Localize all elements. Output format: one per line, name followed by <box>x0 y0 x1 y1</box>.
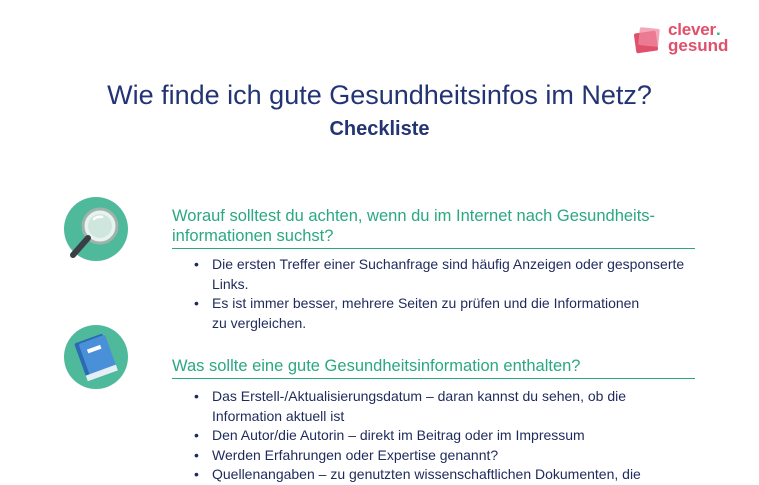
clevergesund-logo[interactable] <box>632 22 742 58</box>
list-item <box>190 294 695 333</box>
book-icon <box>64 325 128 389</box>
list-item-text: • Den Autor/die Autorin – direkt im Beitrag oder im Impressum <box>212 427 585 443</box>
list-item-text: Links. <box>212 275 249 292</box>
logo-text-dot: . <box>715 20 721 39</box>
bullet-list-content <box>190 387 695 485</box>
section-heading-line: Worauf solltest du achten, wenn du im Internet nach Gesundheits- <box>172 207 656 225</box>
list-item-text: Information aktuell ist <box>212 407 345 424</box>
section-heading-line: informationen suchst? <box>172 227 334 245</box>
list-item-text: • Es ist immer besser, mehrere Seiten zu prüfen und die Informationen <box>212 295 640 311</box>
page-subtitle: Checkliste <box>329 118 430 140</box>
list-item <box>190 446 695 466</box>
section-heading-line: Was sollte eine gute Gesundheitsinformation enthalten? <box>172 357 581 375</box>
section-heading-search <box>172 206 695 249</box>
list-item-text: • Die ersten Treffer einer Suchanfrage sind häufig Anzeigen oder gesponserte <box>212 256 685 272</box>
bullet-list-search <box>190 255 695 333</box>
list-item-text: zu vergleichen. <box>212 314 307 331</box>
list-item-text: • Quellenangaben – zu genutzten wissenschaftlichen Dokumenten, die <box>212 466 641 482</box>
logo-text <box>668 22 728 54</box>
logo-text-gesund: gesund <box>668 36 729 55</box>
list-item-text: • Das Erstell-/Aktualisierungsdatum – daran kannst du sehen, ob die <box>212 388 627 404</box>
list-item <box>190 387 695 426</box>
logo-mark-icon <box>632 26 662 54</box>
logo-text-clever: clever <box>668 20 716 39</box>
list-item <box>190 255 695 294</box>
magnifier-icon <box>64 197 128 261</box>
page-title: Wie finde ich gute Gesundheitsinfos im Netz? <box>107 80 652 110</box>
list-item <box>190 426 695 446</box>
list-item-text: • Werden Erfahrungen oder Expertise genannt? <box>212 446 499 463</box>
section-heading-content <box>172 356 695 379</box>
list-item <box>190 465 695 485</box>
